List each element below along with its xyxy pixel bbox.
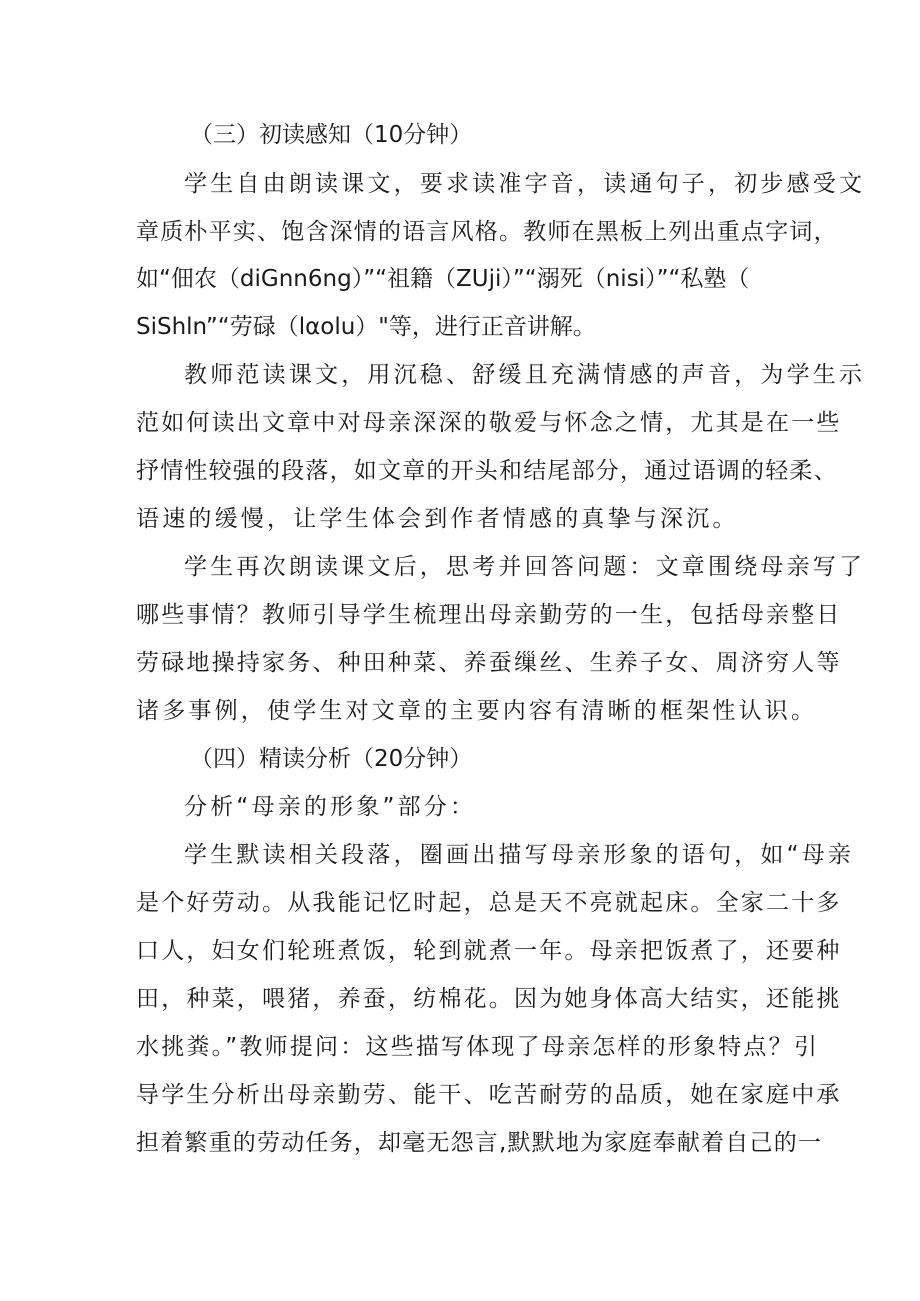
paragraph-line: 诸多事例，使学生对文章的主要内容有清晰的框架性认识。 (136, 698, 818, 724)
paragraph-line: 章质朴平实、饱含深情的语言风格。教师在黑板上列出重点字词， (136, 219, 838, 245)
paragraph-line: 学生自由朗读课文，要求读准字音，读通句子，初步感受文 (184, 171, 866, 197)
paragraph-line: 学生再次朗读课文后，思考并回答问题：文章围绕母亲写了 (184, 554, 866, 580)
paragraph-line: 田，种菜，喂猪，养蚕，纺棉花。因为她身体高大结实，还能挑 (136, 986, 842, 1012)
paragraph-line: 如“佃农（diGnn6ng）”“祖籍（ZUji）”“溺死（nisi）”“私塾（ (136, 266, 750, 292)
paragraph-line: 分析“母亲的形象”部分： (184, 794, 477, 820)
paragraph-line: 范如何读出文章中对母亲深深的敬爱与怀念之情，尤其是在一些 (136, 410, 842, 436)
paragraph-line: 哪些事情？教师引导学生梳理出母亲勤劳的一生，包括母亲整日 (136, 602, 842, 628)
paragraph-line: SiShln”“劳碌（lαolu）"等，进行正音讲解。 (136, 314, 596, 340)
section-heading-3: （三）初读感知（10分钟） (190, 122, 473, 148)
paragraph-line: 抒情性较强的段落，如文章的开头和结尾部分，通过语调的轻柔、 (136, 458, 838, 484)
paragraph-line: 口人，妇女们轮班煮饭，轮到就煮一年。母亲把饭煮了，还要种 (136, 938, 842, 964)
paragraph-line: 水挑粪。”教师提问：这些描写体现了母亲怎样的形象特点？引 (136, 1034, 820, 1060)
paragraph-line: 劳碌地操持家务、种田种菜、养蚕缫丝、生养子女、周济穷人等 (136, 650, 842, 676)
paragraph-line: 教师范读课文，用沉稳、舒缓且充满情感的声音，为学生示 (184, 362, 866, 388)
paragraph-line: 学生默读相关段落，圈画出描写母亲形象的语句，如“母亲 (184, 842, 855, 868)
paragraph-line: 语速的缓慢，让学生体会到作者情感的真挚与深沉。 (136, 506, 739, 532)
paragraph-line: 导学生分析出母亲勤劳、能干、吃苦耐劳的品质，她在家庭中承 (136, 1082, 842, 1108)
section-heading-4: （四）精读分析（20分钟） (190, 746, 473, 772)
paragraph-line: 是个好劳动。从我能记忆时起，总是天不亮就起床。全家二十多 (136, 890, 842, 916)
paragraph-line: 担着繁重的劳动任务，却毫无怨言,默默地为家庭奉献着自己的一 (136, 1130, 823, 1156)
